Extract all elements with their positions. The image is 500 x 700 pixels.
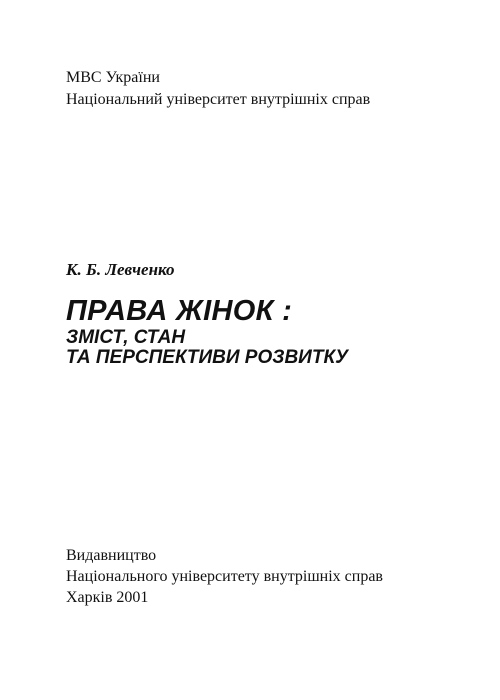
subtitle-line-1: ЗМІСТ, СТАН [66, 327, 186, 348]
header-block [66, 67, 370, 111]
publication-place-year: Харків 2001 [66, 589, 149, 606]
book-title [66, 294, 348, 368]
publisher-label: Видавництво [66, 547, 157, 564]
subtitle-line-2: ТА ПЕРСПЕКТИВИ РОЗВИТКУ [66, 347, 349, 368]
ministry-name: МВС України [66, 69, 160, 86]
author-name: К. Б. Левченко [66, 260, 175, 279]
university-name: Національний університет внутрішніх справ [66, 91, 371, 108]
publisher-name: Національного університету внутрішніх справ [66, 568, 383, 585]
title-main: ПРАВА ЖІНОК : [66, 295, 293, 327]
publisher-block [66, 545, 383, 608]
